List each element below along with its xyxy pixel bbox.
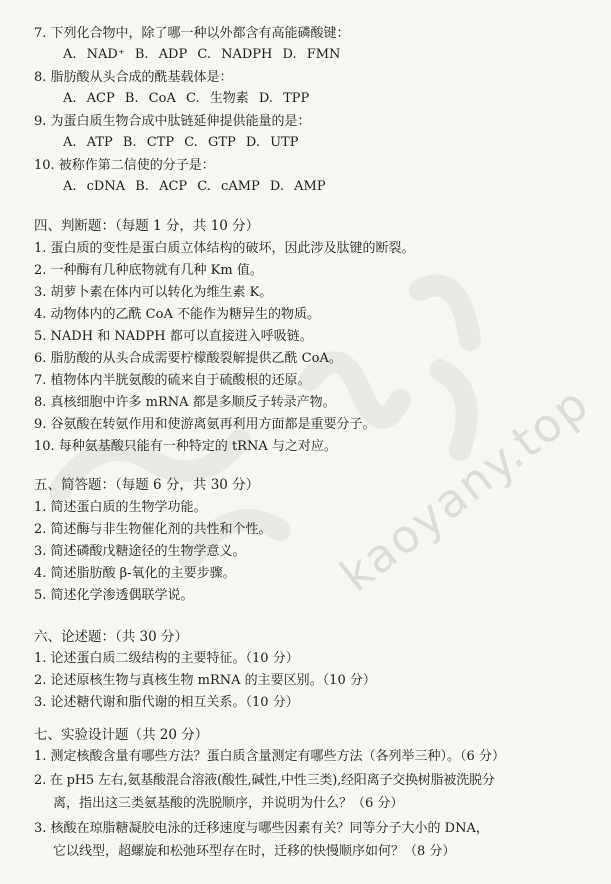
section-heading-short: 五、简答题：（每题 6 分，共 30 分）: [34, 477, 260, 493]
essay-item: 1. 论述蛋白质二级结构的主要特征。（10 分）: [34, 651, 299, 666]
judge-item: 1. 蛋白质的变性是蛋白质立体结构的破坏，因此涉及肽键的断裂。: [34, 241, 415, 256]
short-item: 3. 简述磷酸戊糖途径的生物学意义。: [34, 544, 246, 559]
section-heading-essay: 六、论述题：（共 30 分）: [34, 629, 189, 645]
short-item: 4. 简述脂肪酸 β-氧化的主要步骤。: [34, 566, 236, 581]
judge-item: 3. 胡萝卜素在体内可以转化为维生素 K。: [34, 285, 273, 300]
section-heading-experiment: 七、实验设计题（共 20 分）: [34, 727, 209, 743]
mc-options-10: A. cDNA B. ACP C. cAMP D. AMP: [63, 179, 326, 194]
mc-options-9: A. ATP B. CTP C. GTP D. UTP: [63, 135, 299, 150]
essay-item: 2. 论述原核生物与真核生物 mRNA 的主要区别。（10 分）: [34, 673, 376, 688]
experiment-item-3: 3. 核酸在琼脂糖凝胶电泳的迁移速度与哪些因素有关？同等分子大小的 DNA，: [34, 821, 489, 836]
watermark-text: kaoyany.top: [330, 375, 600, 603]
experiment-item-1: 1. 测定核酸含量有哪些方法？蛋白质含量测定有哪些方法（各列举三种）。（6 分）: [34, 749, 505, 764]
experiment-item-2-cont: 离，指出这三类氨基酸的洗脱顺序，并说明为什么？（6 分）: [53, 796, 404, 811]
judge-item: 2. 一种酶有几种底物就有几种 Km 值。: [34, 263, 263, 278]
mc-question-9: 9. 为蛋白质生物合成中肽链延伸提供能量的是：: [34, 114, 311, 129]
mc-options-8: A. ACP B. CoA C. 生物素 D. TPP: [63, 91, 310, 106]
mc-question-8: 8. 脂肪酸从头合成的酰基载体是：: [34, 70, 233, 85]
mc-question-10: 10. 被称作第二信使的分子是：: [34, 158, 215, 173]
judge-item: 9. 谷氨酸在转氨作用和使游离氨再利用方面都是重要分子。: [34, 417, 376, 432]
short-item: 1. 简述蛋白质的生物学功能。: [34, 500, 207, 515]
experiment-item-2: 2. 在 pH5 左右,氨基酸混合溶液(酸性,碱性,中性三类),经阳离子交换树脂被洗脱分: [34, 773, 495, 788]
short-item: 2. 简述酶与非生物催化剂的共性和个性。: [34, 522, 272, 537]
experiment-item-3-cont: 它以线型，超螺旋和松弛环型存在时，迁移的快慢顺序如何？（8 分）: [53, 844, 456, 859]
essay-item: 3. 论述糖代谢和脂代谢的相互关系。（10 分）: [34, 695, 299, 710]
judge-item: 5. NADH 和 NADPH 都可以直接进入呼吸链。: [34, 329, 313, 344]
short-item: 5. 简述化学渗透偶联学说。: [34, 588, 194, 603]
judge-item: 6. 脂肪酸的从头合成需要柠檬酸裂解提供乙酰 CoA。: [34, 351, 342, 366]
judge-item: 4. 动物体内的乙酰 CoA 不能作为糖异生的物质。: [34, 307, 320, 322]
judge-item: 8. 真核细胞中许多 mRNA 都是多顺反子转录产物。: [34, 395, 336, 410]
section-heading-judge: 四、判断题：（每题 1 分，共 10 分）: [34, 218, 260, 234]
mc-question-7: 7. 下列化合物中，除了哪一种以外都含有高能磷酸键：: [34, 26, 350, 41]
judge-item: 7. 植物体内半胱氨酸的硫来自于硫酸根的还原。: [34, 373, 311, 388]
mc-options-7: A. NAD⁺ B. ADP C. NADPH D. FMN: [63, 47, 341, 62]
judge-item: 10. 每种氨基酸只能有一种特定的 tRNA 与之对应。: [34, 439, 337, 454]
